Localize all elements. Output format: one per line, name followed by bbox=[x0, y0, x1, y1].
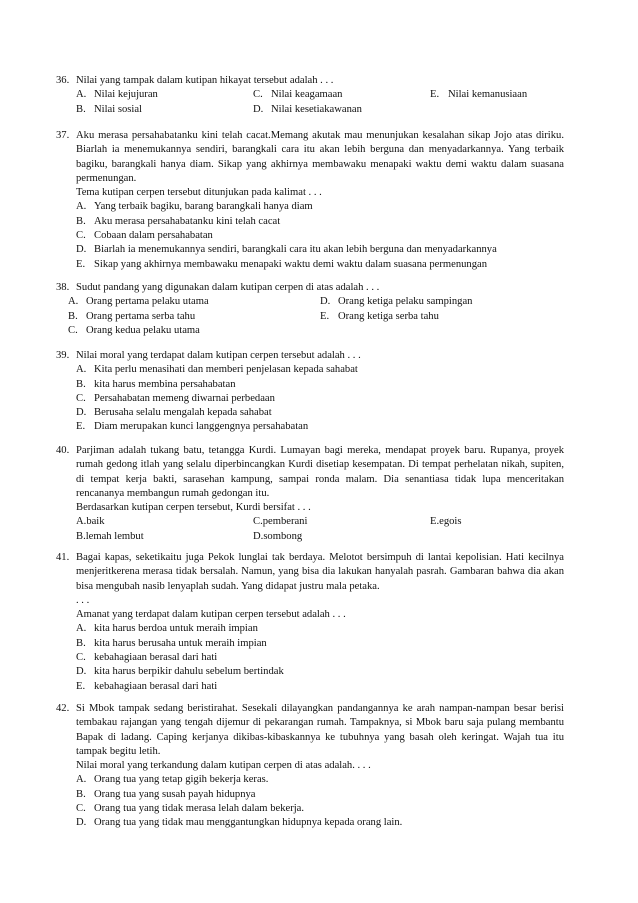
option-e[interactable]: E. kebahagiaan berasal dari hati bbox=[76, 680, 218, 692]
option-d[interactable]: D. Orang tua yang tidak mau menggantungkan hidupnya kepada orang lain. bbox=[76, 817, 403, 829]
option-a[interactable]: A. Kita perlu menasihati dan memberi penjelasan kepada sahabat bbox=[76, 364, 358, 376]
question-number: 38. bbox=[56, 282, 70, 293]
question-number: 40. bbox=[56, 445, 70, 456]
option-a[interactable]: A. Orang tua yang tetap gigih bekerja keras. bbox=[76, 774, 269, 786]
option-c[interactable]: C. kebahagiaan berasal dari hati bbox=[76, 652, 218, 664]
option-b[interactable]: B. kita harus membina persahabatan bbox=[76, 378, 236, 390]
option-d[interactable]: D. Nilai kesetiakawanan bbox=[253, 103, 362, 115]
option-a[interactable]: A. Orang pertama pelaku utama bbox=[68, 296, 209, 308]
option-c[interactable]: C. Nilai keagamaan bbox=[253, 89, 343, 101]
option-b[interactable]: B. kita harus berusaha untuk meraih impian bbox=[76, 637, 267, 649]
option-d[interactable]: D. Orang ketiga pelaku sampingan bbox=[320, 296, 473, 308]
question-stem: Berdasarkan kutipan cerpen tersebut, Kurdi bersifat . . . bbox=[76, 502, 311, 514]
passage: Aku merasa persahabatanku kini telah cacat.Memang akutak mau menunjukan kesalahan sikap Jojo atas diriku. Biarlah ia menemukannya sendiri, barangkali cara itu akan lebih berguna dan menyadarkannya. Yang terbaik bagiku, barangkali hanya diam. Sikap yang akhirnya membawaku menapaki waktu demi waktu dalam suasana permenungan. bbox=[76, 130, 564, 184]
option-b[interactable]: B. Orang tua yang susah payah hidupnya bbox=[76, 788, 256, 800]
question-number: 37. bbox=[56, 130, 70, 141]
option-b[interactable]: B. Aku merasa persahabatanku kini telah cacat bbox=[76, 215, 281, 227]
passage: Si Mbok tampak sedang beristirahat. Sesekali dilayangkan pandangannya ke arah nampan-nampan besar berisi tembakau rajangan yang tengah dijemur di pekarangan rumah. Tampaknya, si Mbok baru saja pulang membantu Bapak di ladang. Caping kerjanya dikibas-kibaskannya ke tubuhnya yang basah oleh keringat. Wajah tua itu tampak begitu letih. bbox=[76, 703, 564, 757]
option-e[interactable]: E. Diam merupakan kunci langgengnya persahabatan bbox=[76, 421, 309, 433]
option-d[interactable]: D. kita harus berpikir dahulu sebelum bertindak bbox=[76, 666, 284, 678]
option-e[interactable]: E. Orang ketiga serba tahu bbox=[320, 310, 439, 322]
question-stem: Nilai moral yang terkandung dalam kutipan cerpen di atas adalah. . . . bbox=[76, 760, 371, 772]
option-d[interactable]: D. Biarlah ia menemukannya sendiri, barangkali cara itu akan lebih berguna dan menyadarkannya bbox=[76, 244, 497, 256]
question-41 bbox=[56, 551, 564, 694]
question-stem: Nilai moral yang terdapat dalam kutipan cerpen tersebut adalah . . . bbox=[76, 350, 361, 361]
passage: Bagai kapas, seketikaitu juga Pekok lunglai tak berdaya. Melotot bersimpuh di lantai kepolisian. Hati kecilnya menjeritkerena merasa tidak bersalah. Namun, yang bisa dia lakukan hanyalah pasrah. Gambaran bahwa dia akan bisa mengubah nasib lenyaplah sudah. Yang didapat justru mala petaka. bbox=[76, 552, 564, 592]
option-c[interactable]: C.pemberani bbox=[253, 516, 308, 528]
question-37 bbox=[56, 129, 564, 272]
option-d[interactable]: D.sombong bbox=[253, 530, 303, 542]
question-38 bbox=[56, 281, 564, 338]
option-a[interactable]: A.baik bbox=[76, 516, 105, 528]
option-e[interactable]: E. Sikap yang akhirnya membawaku menapaki waktu demi waktu dalam suasana permenungan bbox=[76, 258, 488, 270]
option-b[interactable]: B. Orang pertama serba tahu bbox=[68, 310, 196, 322]
option-c[interactable]: C. Cobaan dalam persahabatan bbox=[76, 230, 213, 242]
question-number: 36. bbox=[56, 75, 70, 86]
question-39 bbox=[56, 349, 564, 435]
option-d[interactable]: D. Berusaha selalu mengalah kepada sahabat bbox=[76, 407, 272, 419]
question-stem: Sudut pandang yang digunakan dalam kutipan cerpen di atas adalah . . . bbox=[76, 282, 380, 293]
question-stem: Amanat yang terdapat dalam kutipan cerpen tersebut adalah . . . bbox=[76, 609, 346, 621]
option-e[interactable]: E. Nilai kemanusiaan bbox=[430, 89, 528, 101]
option-a[interactable]: A. Yang terbaik bagiku, barang barangkali hanya diam bbox=[76, 201, 313, 213]
question-42 bbox=[56, 702, 564, 831]
option-c[interactable]: C. Orang kedua pelaku utama bbox=[68, 324, 200, 336]
question-40 bbox=[56, 444, 564, 544]
question-stem: Tema kutipan cerpen tersebut ditunjukan pada kalimat . . . bbox=[76, 187, 322, 199]
question-number: 42. bbox=[56, 703, 70, 714]
option-e[interactable]: E.egois bbox=[430, 516, 462, 528]
question-36 bbox=[56, 74, 564, 117]
option-b[interactable]: B. Nilai sosial bbox=[76, 103, 142, 115]
question-stem: Nilai yang tampak dalam kutipan hikayat tersebut adalah . . . bbox=[76, 75, 334, 86]
passage: Parjiman adalah tukang batu, tetangga Kurdi. Lumayan bagi mereka, mendapat proyek baru. Rupanya, proyek rumah gedong itlah yang selalu diperbincangkan Kurdi disetiap kesempatan. Di tempat perhelatan nikah, supiten, di tempat kerja bakti, sarasehan kampung, sampai ronda malam. Dia senantiasa tidak lupa menceritakan rencananya membangun rumah gedongan itu. bbox=[76, 445, 564, 499]
option-c[interactable]: C. Persahabatan memeng diwarnai perbedaan bbox=[76, 392, 275, 404]
passage-ellipsis: . . . bbox=[76, 594, 90, 606]
question-number: 39. bbox=[56, 350, 70, 361]
option-a[interactable]: A. kita harus berdoa untuk meraih impian bbox=[76, 623, 258, 635]
option-a[interactable]: A. Nilai kejujuran bbox=[76, 89, 158, 101]
question-number: 41. bbox=[56, 552, 70, 563]
option-b[interactable]: B.lemah lembut bbox=[76, 530, 144, 542]
option-c[interactable]: C. Orang tua yang tidak merasa lelah dalam bekerja. bbox=[76, 803, 305, 815]
